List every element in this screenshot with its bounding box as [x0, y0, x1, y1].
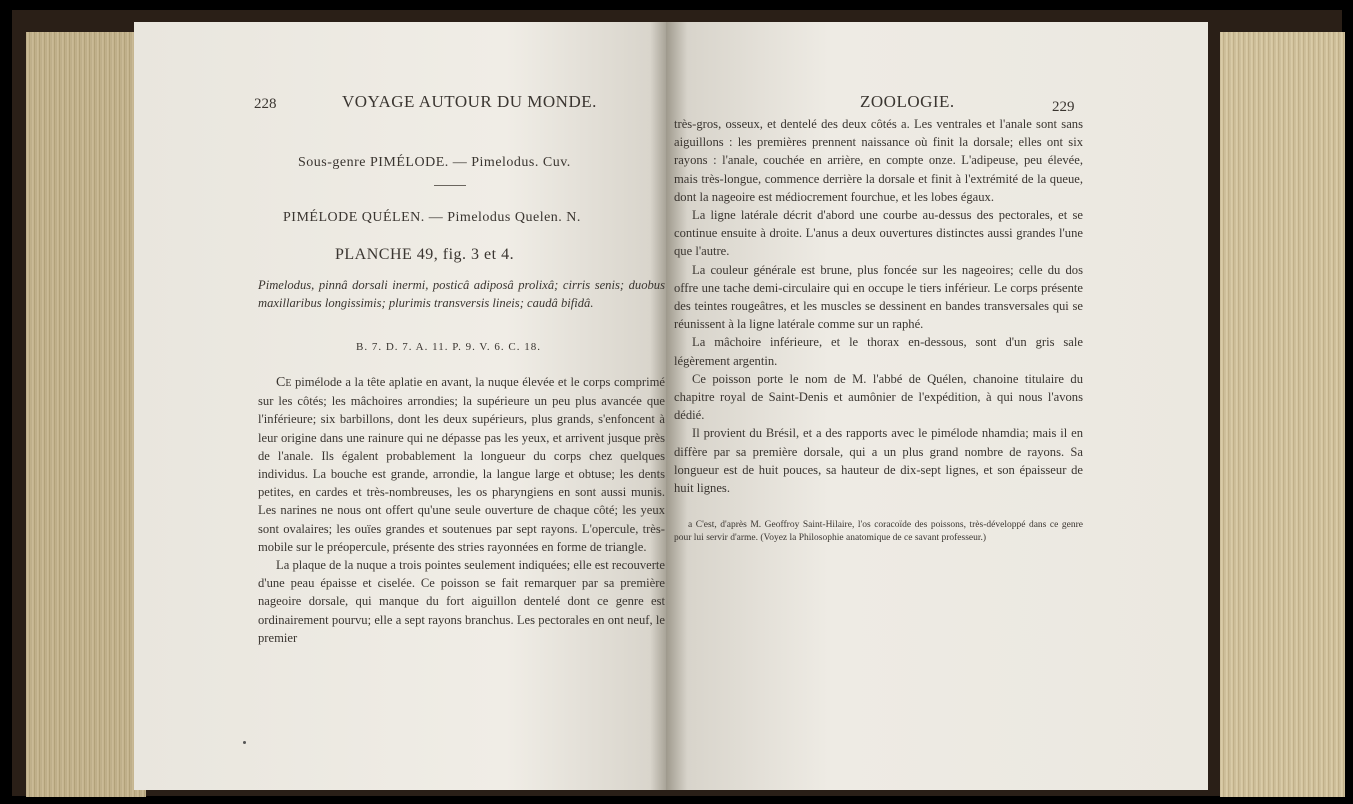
drop-word: Ce — [276, 375, 292, 390]
subgenus-heading: Sous-genre PIMÉLODE. — Pimelodus. Cuv. — [298, 155, 571, 170]
left-page-edges — [26, 32, 146, 797]
right-page-edges — [1220, 32, 1345, 797]
paragraph-1-text: pimélode a la tête aplatie en avant, la nuque élevée et le corps comprimé sur les côtés; les mâchoires arrondies; la supérieure un peu plus avancée que l'inférieure; six barbillons, dont les deux supérieurs, plus grands, s'enfoncent à leur origine dans une rainure qui ne dépasse pas les yeux, et arrivent jusque près de l'anale. Ils égalent probablement la longueur du corps chez quelques individus. La bouche est grande, arrondie, la langue large et obtuse; les dents petites, en cardes et très-nombreuses, les os pharyngiens en sont aussi munis. Les narines ne nous ont offert qu'une seule ouverture de chaque côté; les yeux sont ovalaires; les ouïes grandes et soutenues par sept rayons. L'opercule, très-mobile sur le préopercule, présente des stries rayonnées en forme de triangle. — [258, 375, 665, 554]
paragraph-2: La plaque de la nuque a trois pointes seulement indiquées; elle est recouverte d'une peau épaisse et ciselée. Ce poisson se fait remarquer par sa première nageoire dorsale, qui manque du fort aiguillon dentelé dont ce genre est ordinairement pourvu; elle a sept rayons branchus. Les pectorales en ont neuf, le premier — [258, 558, 665, 645]
left-body-text — [258, 373, 665, 647]
page-speck — [243, 741, 246, 744]
paragraph-provenance: Il provient du Brésil, et a des rapports avec le pimélode nhamdia; mais il en diffère par sa première dorsale, qui a un plus grand nombre de rayons. Sa longueur est de huit pouces, sa hauteur de dix-sept lignes, et son épaisseur de huit lignes. — [674, 426, 1083, 496]
paragraph-lateral-line: La ligne latérale décrit d'abord une courbe au-dessus des pectorales, et se continue ensuite à droite. L'anus a deux ouvertures distinctes aussi grandes l'une que l'autre. — [674, 208, 1083, 259]
right-body-text — [674, 115, 1083, 497]
paragraph-colour: La couleur générale est brune, plus foncée sur les nageoires; celle du dos offre une tache demi-circulaire qui en occupe le tiers inférieur. Le corps présente des teintes rougeâtres, et les muscles se dessinent en bandes transversales qui se réunissent à la ligne latérale comme sur un raphé. — [674, 262, 1083, 332]
plate-reference: PLANCHE 49, fig. 3 et 4. — [335, 246, 515, 263]
page-number-left: 228 — [254, 96, 277, 112]
footnote-text: a C'est, d'après M. Geoffroy Saint-Hilaire, l'os coracoïde des poissons, très-développé dans ce genre pour lui servir d'arme. (Voyez la Philosophie anatomique de ce savant professeur.) — [674, 520, 1083, 543]
running-head-left: VOYAGE AUTOUR DU MONDE. — [342, 92, 597, 111]
left-page — [134, 22, 666, 790]
latin-diagnosis: Pimelodus, pinnâ dorsali inermi, posticâ adiposâ prolixâ; cirris senis; duobus maxillaribus longissimis; plurimis transversis lineis; caudâ bifidâ. — [258, 278, 665, 311]
running-head-right: ZOOLOGIE. — [860, 92, 955, 111]
fin-formula: B. 7. D. 7. A. 11. P. 9. V. 6. C. 18. — [356, 341, 542, 353]
divider-rule — [434, 185, 466, 186]
paragraph-continued: très-gros, osseux, et dentelé des deux côtés a. Les ventrales et l'anale sont sans aiguillons : les premières prennent naissance où finit la dorsale; elles ont six rayons : l'anale, couchée en arrière, en compte onze. L'adipeuse, peu élevée, mais très-longue, commence derrière la dorsale et finit à l'extrémité de la queue, dont la nageoire est médiocrement fourchue, et les lobes égaux. — [674, 117, 1083, 204]
paragraph-dedication: Ce poisson porte le nom de M. l'abbé de Quélen, chanoine titulaire du chapitre royal de Saint-Denis et aumônier de l'expédition, à qui nous l'avons dédié. — [674, 371, 1083, 423]
paragraph-jaw: La mâchoire inférieure, et le thorax en-dessous, sont d'un gris sale légèrement argentin. — [674, 335, 1083, 368]
species-heading: PIMÉLODE QUÉLEN. — Pimelodus Quelen. N. — [283, 210, 581, 225]
footnote — [674, 519, 1083, 544]
paragraph-1 — [258, 373, 665, 556]
right-page — [666, 22, 1208, 790]
page-number-right: 229 — [1052, 99, 1075, 115]
